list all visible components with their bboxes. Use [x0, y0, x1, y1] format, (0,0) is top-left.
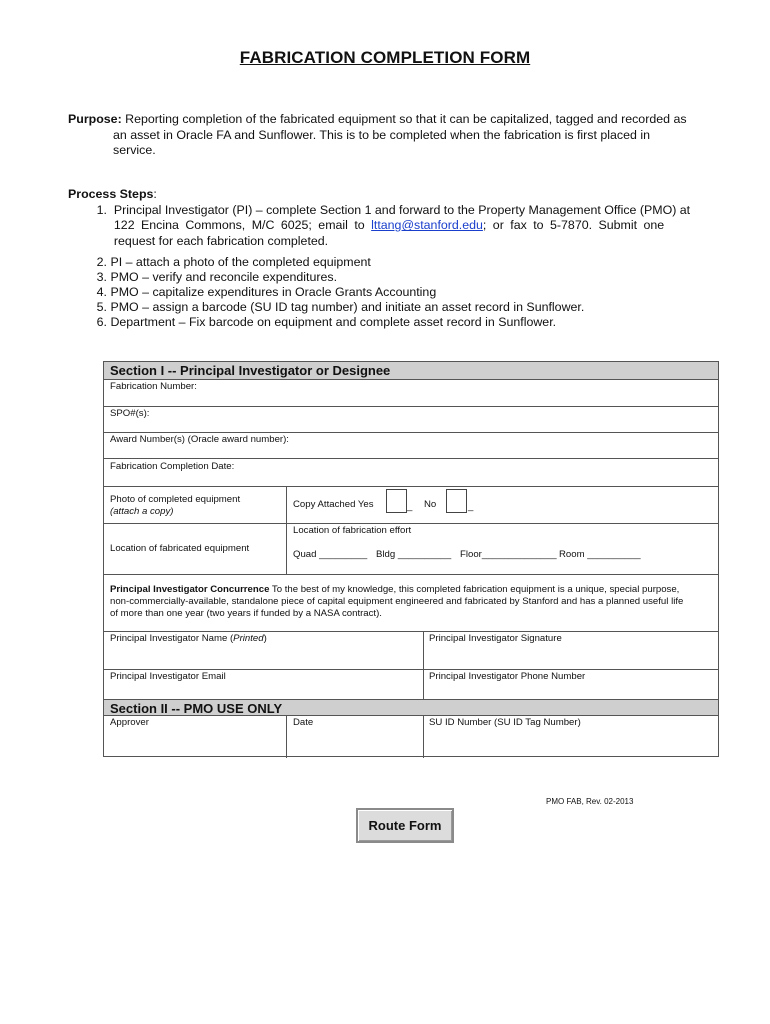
photo-label: Photo of completed equipment [110, 494, 241, 505]
step-text: PMO – verify and reconcile expenditures. [110, 270, 338, 284]
award-number-label: Award Number(s) (Oracle award number): [110, 434, 289, 445]
step-number: 1. [96, 203, 107, 217]
section-2-heading: Section II -- PMO USE ONLY [104, 699, 718, 716]
revision-note: PMO FAB, Rev. 02-2013 [546, 797, 634, 806]
yes-underscore: _ [407, 501, 413, 512]
no-underscore: _ [468, 501, 474, 512]
concurrence-line-3: of more than one year (two years if funded by a NASA contract). [110, 608, 382, 619]
room-field[interactable]: Room __________ [559, 549, 641, 560]
purpose-line-2: an asset in Oracle FA and Sunflower. This is to be completed when the fabrication is first placed in [113, 127, 650, 142]
pi-name-text: Principal Investigator Name ( [110, 633, 234, 644]
step-1-line-2a: 122 Encina Commons, M/C 6025; email to [113, 218, 372, 233]
process-steps-label: Process Steps [68, 187, 154, 201]
pi-phone-label: Principal Investigator Phone Number [429, 671, 586, 682]
form-title: FABRICATION COMPLETION FORM [239, 48, 531, 67]
fabrication-number-label: Fabrication Number: [110, 381, 197, 392]
step-number: 4. [96, 285, 107, 299]
pi-name-label [110, 633, 267, 645]
purpose-line-3: service. [113, 143, 156, 157]
process-steps-heading [68, 187, 157, 201]
floor-field[interactable]: Floor______________ [460, 549, 557, 560]
location-label: Location of fabricated equipment [110, 543, 250, 554]
date-label: Date [293, 717, 314, 728]
step-1-line-2b: ; or fax to 5-7870. Submit one [482, 218, 665, 233]
purpose-paragraph [68, 112, 708, 159]
step-1-line-1: Principal Investigator (PI) – complete Section 1 and forward to the Property Management Office (PMO) at [113, 203, 691, 217]
pmo-email-link[interactable]: lttang@stanford.edu [371, 218, 483, 233]
copy-attached-no-label: No [424, 499, 437, 510]
quad-field[interactable]: Quad _________ [293, 549, 368, 560]
step-number: 3. [96, 270, 107, 284]
photo-sublabel: (attach a copy) [110, 506, 174, 517]
process-step-5 [68, 300, 708, 315]
copy-attached-no-checkbox[interactable] [446, 489, 467, 513]
approver-label: Approver [110, 717, 149, 728]
completion-date-label: Fabrication Completion Date: [110, 461, 235, 472]
section-1-heading: Section I -- Principal Investigator or Designee [104, 362, 718, 380]
su-id-label: SU ID Number (SU ID Tag Number) [429, 717, 581, 728]
step-number: 2. [96, 255, 107, 269]
concurrence-line-2: non-commercially-available, standalone piece of capital equipment engineered and fabricated by Stanford and has a planned useful life [110, 596, 684, 607]
step-text: PI – attach a photo of the completed equipment [110, 255, 371, 269]
step-text: Department – Fix barcode on equipment and complete asset record in Sunflower. [110, 315, 557, 329]
pi-concurrence [110, 584, 714, 620]
process-step-1 [68, 203, 708, 249]
step-number: 6. [96, 315, 107, 329]
copy-attached-yes-checkbox[interactable] [386, 489, 407, 513]
pi-name-printed: Printed [233, 633, 264, 644]
route-form-button[interactable]: Route Form [356, 808, 454, 843]
process-step-3 [68, 270, 708, 285]
fabrication-form-table [103, 361, 719, 757]
bldg-field[interactable]: Bldg __________ [376, 549, 452, 560]
purpose-line-1: Reporting completion of the fabricated equipment so that it can be capitalized, tagged and recorded as [121, 112, 687, 126]
copy-attached-yes-label: Copy Attached Yes [293, 499, 374, 510]
step-1-line-3: request for each fabrication completed. [113, 233, 329, 248]
process-step-4 [68, 285, 708, 300]
purpose-label: Purpose: [68, 112, 122, 126]
process-step-6 [68, 315, 708, 330]
step-text: PMO – capitalize expenditures in Oracle Grants Accounting [110, 285, 437, 299]
concurrence-line-1: To the best of my knowledge, this completed fabrication equipment is a unique, special purpose, [269, 584, 680, 595]
process-steps-colon: : [153, 187, 157, 201]
location-effort-label: Location of fabrication effort [293, 525, 412, 536]
pi-concurrence-label: Principal Investigator Concurrence [110, 584, 270, 595]
process-step-2 [68, 255, 708, 270]
step-text: PMO – assign a barcode (SU ID tag number) and initiate an asset record in Sunflower. [110, 300, 585, 314]
spo-label: SPO#(s): [110, 408, 150, 419]
pi-name-close: ) [263, 633, 267, 644]
pi-signature-label: Principal Investigator Signature [429, 633, 562, 644]
step-number: 5. [96, 300, 107, 314]
pi-email-label: Principal Investigator Email [110, 671, 226, 682]
